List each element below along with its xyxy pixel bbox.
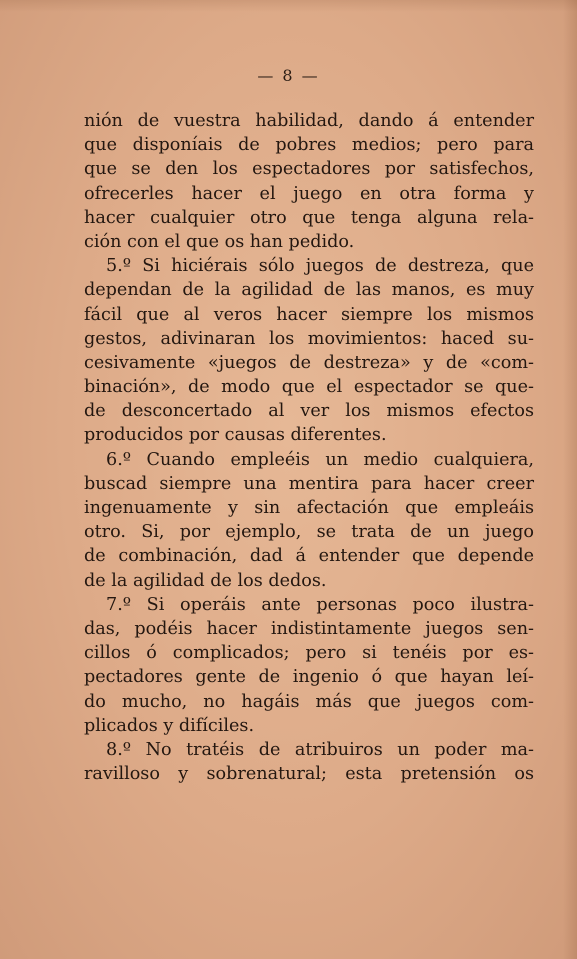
text-line: 5.º Si hiciérais sólo juegos de destreza, que <box>106 256 534 277</box>
text-line: nión de vuestra habilidad, dando á entender <box>84 111 534 131</box>
text-line: binación», de modo que el espectador se que- <box>84 377 534 398</box>
text-line: de desconcertado al ver los mismos efectos <box>84 401 534 422</box>
text-line: 8.º No tratéis de atribuiros un poder ma- <box>106 739 534 760</box>
text-line: do mucho, no hagáis más que juegos com- <box>84 691 534 712</box>
text-line: ingenuamente y sin afectación que empleáis <box>84 498 534 518</box>
text-line: fácil que al veros hacer siempre los mismos <box>84 304 534 325</box>
text-line: cesivamente «juegos de destreza» y de «com- <box>84 352 534 373</box>
text-line: producidos por causas diferentes. <box>84 425 387 446</box>
text-line: de la agilidad de los dedos. <box>84 570 327 591</box>
page-right-shadow <box>563 0 577 959</box>
text-line: otro. Si, por ejemplo, se trata de un juego <box>84 522 534 543</box>
text-line: pectadores gente de ingenio ó que hayan leí- <box>84 667 534 688</box>
text-line: buscad siempre una mentira para hacer creer <box>84 473 534 494</box>
text-line: das, podéis hacer indistintamente juegos sen- <box>84 618 534 639</box>
text-line: gestos, adivinaran los movimientos: haced su- <box>84 328 534 349</box>
text-line: de combinación, dad á entender que depende <box>84 546 534 567</box>
body-text <box>84 109 534 786</box>
text-line: hacer cualquier otro que tenga alguna rela- <box>84 207 534 228</box>
text-line: 7.º Si operáis ante personas poco ilustra- <box>106 594 534 615</box>
text-line: que disponíais de pobres medios; pero para <box>84 135 534 156</box>
text-line: ción con el que os han pedido. <box>84 231 355 252</box>
text-line: ofrecerles hacer el juego en otra forma y <box>84 183 534 204</box>
text-line: plicados y difíciles. <box>84 715 255 736</box>
text-line: que se den los espectadores por satisfechos, <box>84 159 534 180</box>
text-line: 6.º Cuando empleéis un medio cualquiera, <box>106 449 534 470</box>
page-top-shadow <box>0 0 577 12</box>
text-line: cillos ó complicados; pero si tenéis por es- <box>84 643 534 664</box>
text-line: ravilloso y sobrenatural; esta pretensión os <box>84 764 534 785</box>
text-line: dependan de la agilidad de las manos, es muy <box>84 280 534 301</box>
page-number: — 8 — <box>257 66 320 85</box>
